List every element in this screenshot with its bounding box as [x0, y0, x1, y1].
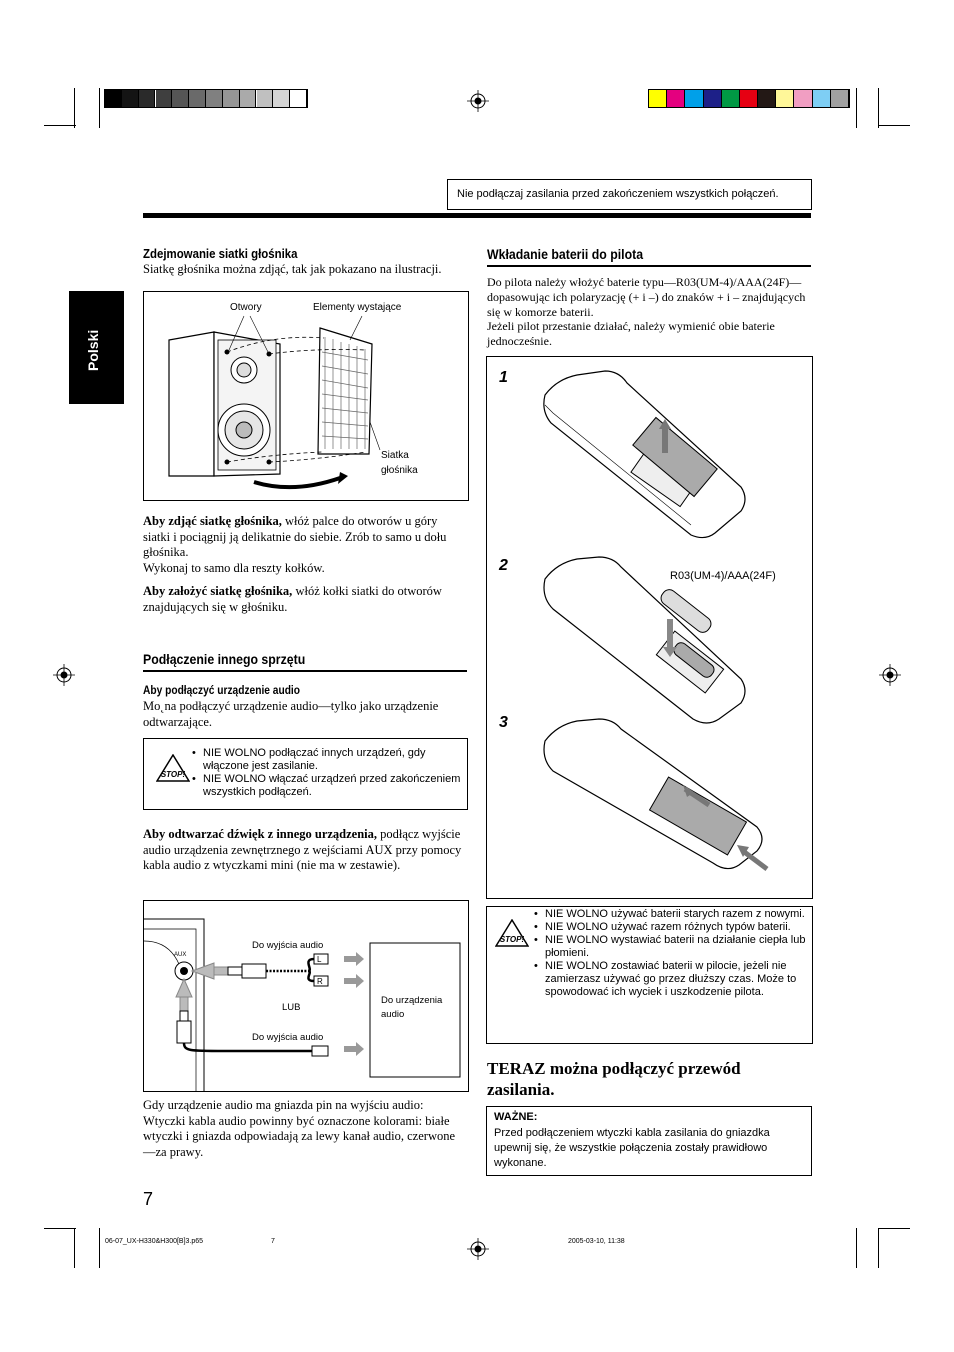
- grill-attach-text: [143, 584, 463, 615]
- aux-connection-figure: [143, 900, 469, 1092]
- or-label: LUB: [282, 1002, 301, 1013]
- grill-intro: Siatkę głośnika można zdjąć, tak jak pokazano na ilustracji.: [143, 262, 442, 276]
- grill-remove-rest: włóż palce do otworów u góry siatki i pociągnij ją delikatnie do siebie. Zrób to samo u dołu głośnika.: [143, 514, 447, 559]
- registration-mark-bottom: [467, 1238, 489, 1260]
- color-swatch: [667, 90, 685, 107]
- important-label: WAŻNE:: [494, 1111, 538, 1123]
- grill-repeat-text: Wykonaj to samo dla reszty kołków.: [143, 561, 325, 575]
- battery-intro: Do pilota należy włożyć baterie typu—R03(UM-4)/AAA(24F)—dopasowując ich polaryzację (+ i –) do znaków + i – znajdujących się w komorze baterii.: [487, 275, 806, 319]
- color-swatch: [273, 90, 290, 107]
- color-swatch: [649, 90, 667, 107]
- color-swatch: [156, 90, 173, 107]
- label-grill-1: Siatka: [381, 450, 409, 461]
- stop-warning-icon: [495, 919, 529, 947]
- color-swatch: [257, 90, 274, 107]
- color-swatch: [189, 90, 206, 107]
- grill-attach-bold: Aby założyć siatkę głośnika,: [143, 584, 293, 598]
- play-other-text: [143, 827, 463, 874]
- footer-file: 06-07_UX-H330&H300[B]3.p65: [105, 1238, 204, 1245]
- pin-jack-note: Gdy urządzenie audio ma gniazda pin na wyjściu audio: Wtyczki kabla audio powinny być oznaczone kolorami: białe wtyczki i gniazda odpowiadają za lewy kanał audio, czerwone—za prawy.: [143, 1098, 456, 1159]
- color-swatch: [758, 90, 776, 107]
- other-equipment-heading: Podłączenie innego sprzętu: [143, 651, 306, 667]
- label-grill-2: głośnika: [381, 465, 418, 476]
- warning-item: • NIE WOLNO używać razem różnych typów baterii.: [545, 921, 807, 934]
- device-label-2: audio: [381, 1009, 405, 1020]
- color-swatch: [685, 90, 703, 107]
- grill-attach-rest: włóż kołki siatki do otworów znajdujących się w głośniku.: [143, 584, 442, 614]
- device-label-1: Do urządzenia: [381, 995, 443, 1006]
- aux-label: AUX: [174, 952, 187, 958]
- color-swatch: [122, 90, 139, 107]
- output-top-label: Do wyjścia audio: [252, 940, 324, 951]
- color-swatch: [722, 90, 740, 107]
- play-other-bold: Aby odtwarzać dźwięk z innego urządzenia,: [143, 827, 378, 841]
- footer-date: 2005-03-10, 11:38: [568, 1238, 625, 1245]
- stop-label: STOP!: [160, 770, 186, 779]
- battery-type-label: R03(UM-4)/AAA(24F): [670, 570, 776, 582]
- registration-mark-top: [467, 90, 489, 112]
- battery-heading: Wkładanie baterii do pilota: [487, 246, 644, 262]
- warning-item: • NIE WOLNO używać baterii starych razem z nowymi.: [545, 908, 807, 921]
- stop-warning-icon: [156, 754, 190, 782]
- color-swatch: [105, 90, 122, 107]
- remote-step-3: [544, 719, 767, 869]
- step-number: 1: [499, 369, 508, 386]
- color-swatch: [813, 90, 831, 107]
- registration-mark-left: [53, 664, 75, 686]
- color-swatch: [831, 90, 849, 107]
- color-swatch: [223, 90, 240, 107]
- warning-box-connect: [143, 738, 468, 810]
- grayscale-color-bar: [104, 89, 308, 108]
- color-swatch: [740, 90, 758, 107]
- play-other-rest: podłącz wyjście audio urządzenia zewnętrznego z wejściami AUX przy pomocy kabla audio z wtyczkami mini (nie ma w zestawie).: [143, 827, 462, 872]
- plug-r-label: R: [317, 977, 323, 986]
- color-swatch: [776, 90, 794, 107]
- stop-label: STOP!: [499, 935, 525, 944]
- important-text: Przed podłączeniem wtyczki kabla zasilania do gniazdka upewnij się, że wszystkie połączenia zostały prawidłowo wykonane.: [494, 1127, 770, 1169]
- now-connect-title: TERAZ można podłączyć przewód zasilania.: [487, 1059, 741, 1099]
- color-swatch: [794, 90, 812, 107]
- warning-item: • NIE WOLNO włączać urządzeń przed zakończeniem wszystkich podłączeń.: [203, 773, 468, 799]
- plug-l-label: L: [317, 955, 322, 964]
- color-swatch: [240, 90, 257, 107]
- step-number: 2: [499, 557, 508, 574]
- other-subheading: Aby podłączyć urządzenie audio: [143, 683, 301, 697]
- warning-item: • NIE WOLNO podłączać innych urządzeń, gdy włączone jest zasilanie.: [203, 747, 468, 773]
- page-number: 7: [143, 1189, 154, 1209]
- label-holes: Otwory: [230, 302, 262, 313]
- other-heading-rule: [143, 670, 467, 672]
- battery-steps-figure: [486, 356, 813, 899]
- step-number: 3: [499, 714, 508, 731]
- grill-remove-text: [143, 514, 463, 561]
- label-pegs: Elementy wystające: [313, 302, 402, 313]
- warning-item: • NIE WOLNO wystawiać baterii na działanie ciepła lub płomieni.: [545, 934, 807, 960]
- top-notice-text: Nie podłączaj zasilania przed zakończeniem wszystkich połączeń.: [457, 188, 779, 200]
- grill-remove-bold: Aby zdjąć siatkę głośnika,: [143, 514, 282, 528]
- speaker-grill-illustration: [144, 292, 468, 500]
- registration-mark-right: [879, 664, 901, 686]
- color-swatch: [704, 90, 722, 107]
- footer-page: 7: [271, 1238, 275, 1245]
- color-swatch: [206, 90, 223, 107]
- speaker-figure: [143, 291, 469, 501]
- process-color-bar: [648, 89, 850, 108]
- battery-heading-rule: [487, 265, 811, 267]
- battery-intro-2: Jeżeli pilot przestanie działać, należy wymienić obie baterie jednocześnie.: [487, 319, 775, 348]
- important-box: [486, 1106, 812, 1176]
- other-intro: Mo˛na podłączyć urządzenie audio—tylko jako urządzenie odtwarzające.: [143, 699, 439, 729]
- color-swatch: [139, 90, 156, 107]
- remote-battery-illustration: [487, 357, 812, 898]
- output-bottom-label: Do wyjścia audio: [252, 1032, 324, 1043]
- grill-heading: Zdejmowanie siatki głośnika: [143, 246, 298, 261]
- color-swatch: [172, 90, 189, 107]
- warning-box-battery: [486, 906, 813, 1044]
- top-notice-box: [447, 179, 812, 210]
- warning-item: • NIE WOLNO zostawiać baterii w pilocie, jeżeli nie zamierzasz używać go przez dłuższy czas. Może to spowodować ich wyciek i uszkodzenie pilota.: [545, 960, 807, 999]
- language-tab-label: Polski: [85, 329, 101, 371]
- language-tab: [69, 291, 124, 404]
- color-swatch: [290, 90, 307, 107]
- header-rule: [143, 213, 811, 218]
- remote-step-1: [544, 371, 745, 538]
